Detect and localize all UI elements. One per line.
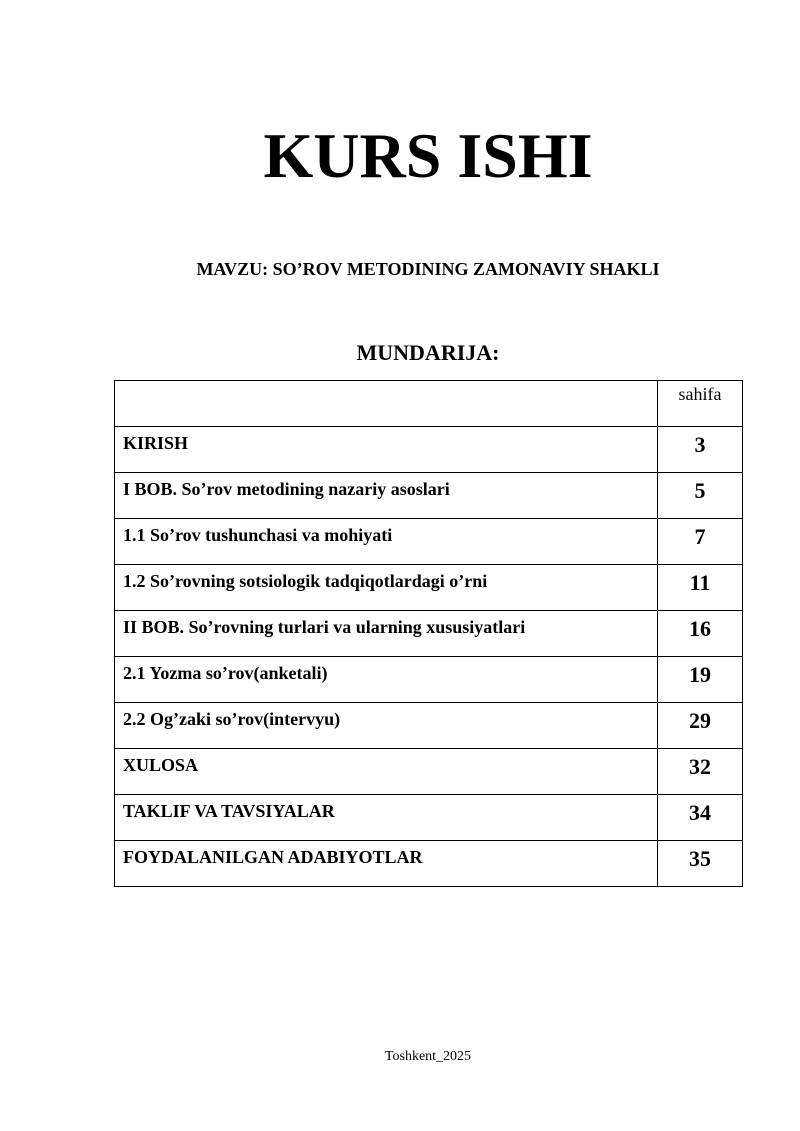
toc-row bbox=[115, 795, 743, 841]
toc-row bbox=[115, 519, 743, 565]
toc-row bbox=[115, 427, 743, 473]
toc-entry-title: 2.1 Yozma so’rov(anketali) bbox=[115, 657, 658, 703]
table-of-contents bbox=[114, 380, 743, 887]
toc-entry-title: XULOSA bbox=[115, 749, 658, 795]
toc-entry-title: 1.2 So’rovning sotsiologik tadqiqotlardagi o’rni bbox=[115, 565, 658, 611]
toc-heading: MUNDARIJA: bbox=[356, 340, 500, 365]
toc-entry-title: TAKLIF VA TAVSIYALAR bbox=[115, 795, 658, 841]
toc-entry-page: 35 bbox=[658, 841, 743, 887]
toc-entry-page: 5 bbox=[658, 473, 743, 519]
toc-row bbox=[115, 703, 743, 749]
document-title: KURS ISHI bbox=[263, 120, 593, 191]
toc-entry-title: II BOB. So’rovning turlari va ularning xususiyatlari bbox=[115, 611, 658, 657]
toc-entry-page: 3 bbox=[658, 427, 743, 473]
toc-entry-page: 34 bbox=[658, 795, 743, 841]
toc-entry-page: 29 bbox=[658, 703, 743, 749]
toc-page-header: sahifa bbox=[658, 381, 743, 427]
toc-entry-title: KIRISH bbox=[115, 427, 658, 473]
toc-entry-page: 7 bbox=[658, 519, 743, 565]
toc-row bbox=[115, 841, 743, 887]
toc-row bbox=[115, 611, 743, 657]
toc-row bbox=[115, 749, 743, 795]
toc-row bbox=[115, 565, 743, 611]
document-subject: MAVZU: SO’ROV METODINING ZAMONAVIY SHAKLI bbox=[196, 259, 660, 279]
toc-entry-title: I BOB. So’rov metodining nazariy asoslari bbox=[115, 473, 658, 519]
toc-entry-page: 32 bbox=[658, 749, 743, 795]
toc-row bbox=[115, 473, 743, 519]
toc-entry-page: 19 bbox=[658, 657, 743, 703]
toc-entry-page: 16 bbox=[658, 611, 743, 657]
toc-entry-page: 11 bbox=[658, 565, 743, 611]
toc-header-row bbox=[115, 381, 743, 427]
toc-row bbox=[115, 657, 743, 703]
toc-entry-title: 1.1 So’rov tushunchasi va mohiyati bbox=[115, 519, 658, 565]
toc-entry-title: 2.2 Og’zaki so’rov(intervyu) bbox=[115, 703, 658, 749]
toc-header-title-cell bbox=[115, 381, 658, 427]
toc-entry-title: FOYDALANILGAN ADABIYOTLAR bbox=[115, 841, 658, 887]
document-footer: Toshkent_2025 bbox=[384, 1049, 472, 1064]
